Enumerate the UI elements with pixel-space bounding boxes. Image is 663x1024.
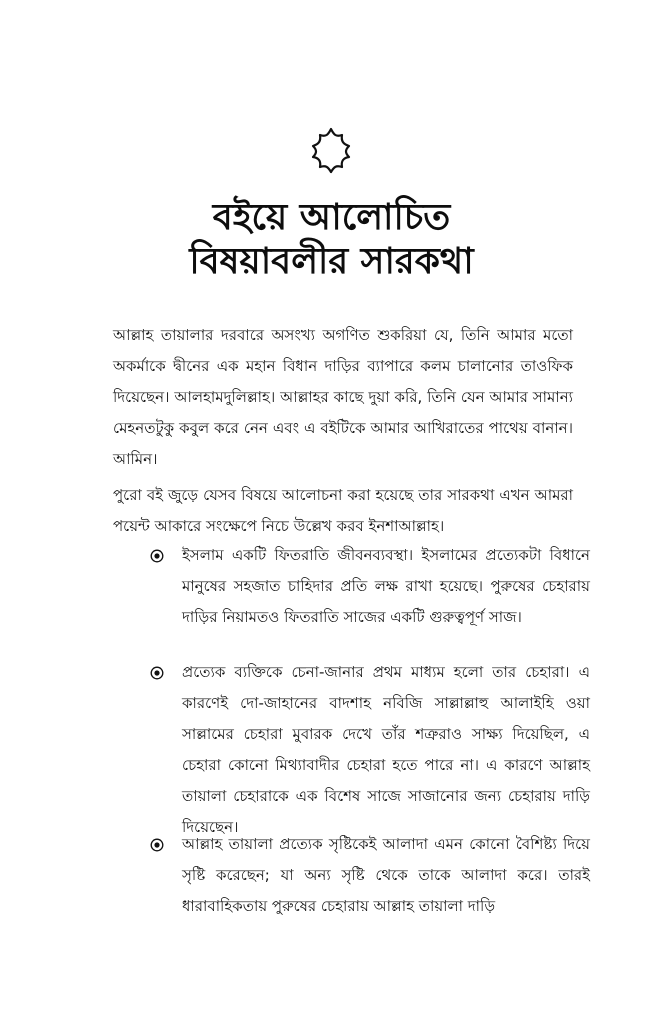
intro-paragraph-1: আল্লাহ তায়ালার দরবারে অসংখ্য অগণিত শুকরিয়া যে, তিনি আমার মতো অকর্মাকে দ্বীনের এক মহান বিধান দাড়ির ব্যাপারে কলম চালানোর তাওফিক দিয়েছেন। আলহামদুলিল্লাহ। আল্লাহর কাছে দুয়া করি, তিনি যেন আমার সামান্য মেহনতটুকু কবুল করে নেন এবং এ বইটিকে আমার আখিরাতের পাথেয় বানান। আমিন।: [113, 326, 573, 468]
circled-dot-icon: [150, 838, 164, 852]
list-item-text: প্রত্যেক ব্যক্তিকে চেনা-জানার প্রথম মাধ্যম হলো তার চেহারা। এ কারণেই দো-জাহানের বাদশাহ নবিজি সাল্লাল্লাহু আলাইহি ওয়া সাল্লামের চেহারা মুবারক দেখে তাঁর শত্রুরাও সাক্ষ্য দিয়েছিল, এ চেহারা কোনো মিথ্যাবাদীর চেহারা হতে পারে না। এ কারণে আল্লাহ তায়ালা চেহারাকে এক বিশেষ সাজে সাজানোর জন্য চেহারায় দাড়ি দিয়েছেন।: [182, 663, 590, 836]
flower-star-icon: [306, 125, 356, 175]
intro-paragraph-2: পুরো বই জুড়ে যেসব বিষয়ে আলোচনা করা হয়েছে তার সারকথা এখন আমরা পয়েন্ট আকারে সংক্ষেপে নিচে উল্লেখ করব ইনশাআল্লাহ।: [113, 486, 573, 535]
circled-dot-icon: [150, 549, 164, 563]
circled-dot-icon: [150, 666, 164, 680]
list-item-text: আল্লাহ তায়ালা প্রত্যেক সৃষ্টিকেই আলাদা এমন কোনো বৈশিষ্ট্য দিয়ে সৃষ্টি করেছেন; যা অন্য সৃষ্টি থেকে তাকে আলাদা করে। তারই ধারাবাহিকতায় পুরুষের চেহারায় আল্লাহ তায়ালা দাড়ি: [182, 835, 590, 915]
page-title-line-1: বইয়ে আলোচিত: [212, 197, 451, 238]
page-title-line-2: বিষয়াবলীর সারকথা: [189, 241, 474, 282]
list-item-text: ইসলাম একটি ফিতরাতি জীবনব্যবস্থা। ইসলামের প্রত্যেকটা বিধানে মানুষের সহজাত চাহিদার প্রতি লক্ষ রাখা হয়েছে। পুরুষের চেহারায় দাড়ির নিয়ামতও ফিতরাতি সাজের একটি গুরুত্বপূর্ণ সাজ।: [182, 546, 590, 626]
